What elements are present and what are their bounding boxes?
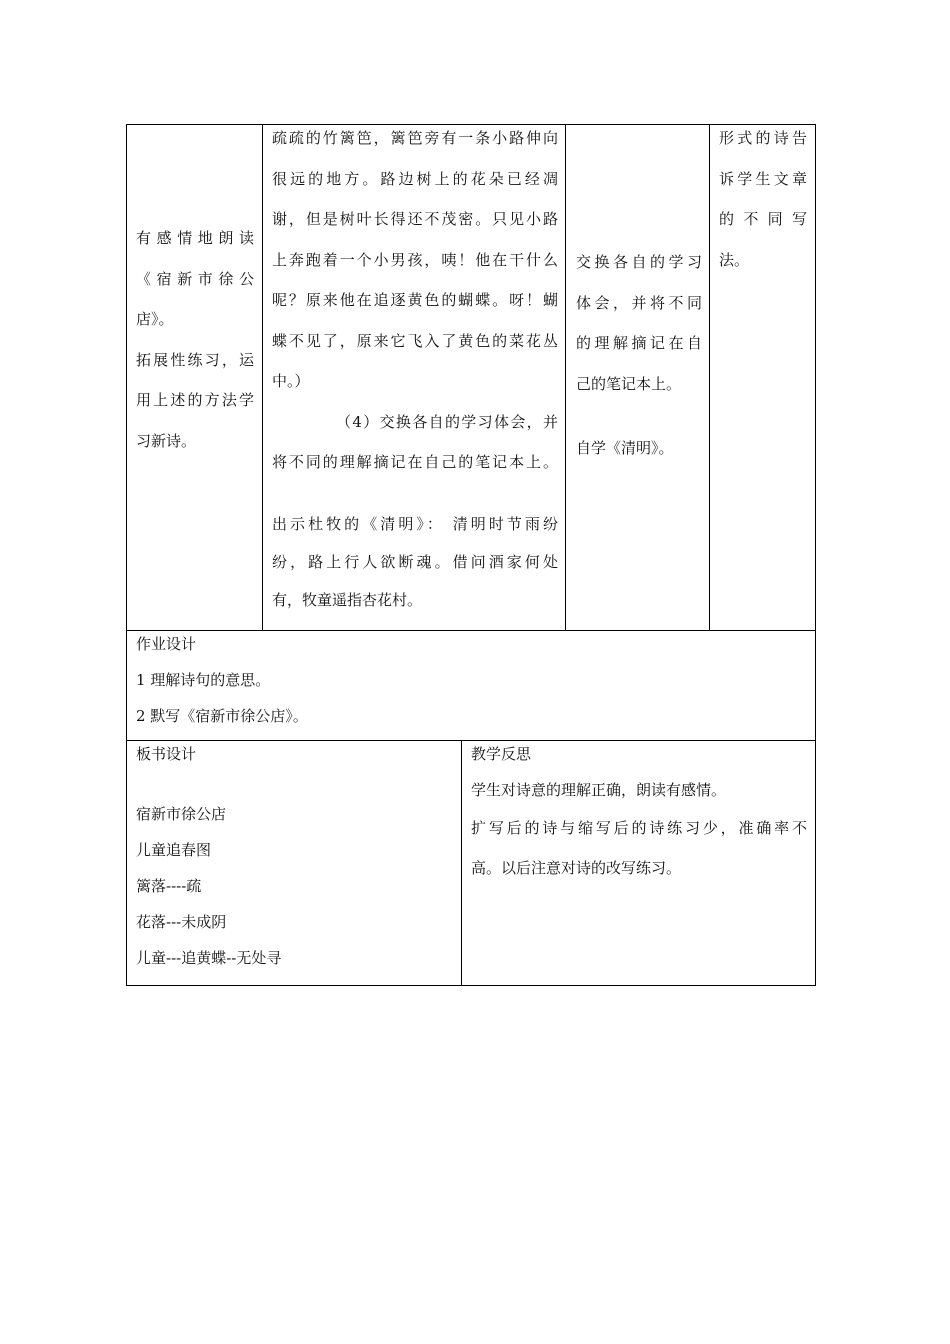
homework-item: 1 理解诗句的意思。: [136, 671, 271, 689]
teacher-cell: [272, 118, 558, 483]
board-line: 宿新市徐公店: [136, 805, 227, 823]
activity-cell: [136, 218, 254, 461]
poem-line: 纷，路上行人欲断魂。借问酒家何处: [272, 553, 558, 571]
intent-cell: [719, 118, 807, 280]
activity-line: 店》。: [136, 310, 174, 328]
step-4-line: 将不同的理解摘记在自己的笔记本上。: [272, 453, 558, 471]
activity-line: 习新诗。: [136, 431, 197, 450]
activity-line: 拓展性练习，运: [136, 350, 254, 369]
poem-line: 出示杜牧的《清明》： 清明时节雨纷: [272, 515, 558, 533]
teacher-line: 呢？原来他在追逐黄色的蝴蝶。呀！蝴: [272, 291, 558, 309]
board-design-cell: [136, 736, 446, 976]
intent-line: 形式的诗告: [719, 129, 807, 147]
self-study-text: [576, 430, 702, 466]
homework-title: 作业设计: [136, 635, 197, 653]
teacher-line: 上奔跑着一个小男孩，咦！他在干什么: [272, 250, 558, 269]
homework-item: 2 默写《宿新市徐公店》。: [136, 707, 308, 725]
student-line: 交换各自的学习: [576, 253, 702, 271]
activity-line: 用上述的方法学: [136, 391, 254, 409]
reflection-line: 扩写后的诗与缩写后的诗练习少，准确率不: [471, 819, 807, 837]
board-line: 儿童追春图: [136, 841, 212, 859]
step-4-line: （4）交换各自的学习体会，并: [336, 412, 558, 431]
divider: [262, 124, 263, 631]
reflection-title: 教学反思: [471, 745, 532, 763]
activity-line: 《宿新市徐公: [136, 269, 254, 288]
divider: [461, 740, 462, 986]
teacher-line: 很远的地方。路边树上的花朵已经凋: [272, 169, 558, 188]
teacher-line: 中。）: [272, 372, 310, 390]
spacer: [136, 772, 446, 796]
activity-line: 有感情地朗读: [136, 229, 254, 247]
divider: [565, 124, 566, 631]
intent-line: 的 不 同 写: [719, 210, 807, 228]
teacher-line: 蝶不见了，原来它飞入了黄色的菜花丛: [272, 331, 558, 350]
reflection-line: 学生对诗意的理解正确，朗读有感情。: [471, 781, 727, 799]
board-line: 篱落----疏: [136, 877, 202, 895]
teacher-line: 谢，但是树叶长得还不茂密。只见小路: [272, 210, 558, 228]
board-line: 儿童---追黄蝶--无处寻: [136, 949, 282, 967]
student-line: 的理解摘记在自: [576, 334, 702, 352]
divider: [709, 124, 710, 631]
student-cell: [576, 242, 702, 404]
teacher-line: 疏疏的竹篱笆，篱笆旁有一条小路伸向: [272, 129, 558, 147]
poem-block: [272, 505, 558, 619]
poem-line: 有，牧童遥指杏花村。: [272, 591, 423, 609]
board-title: 板书设计: [136, 745, 197, 763]
intent-line: 法。: [719, 250, 750, 269]
reflection-cell: [471, 736, 807, 888]
student-line: 体会，并将不同: [576, 293, 702, 312]
student-line: 己的笔记本上。: [576, 374, 682, 393]
reflection-line: 高。以后注意对诗的改写练习。: [471, 859, 682, 877]
homework-cell: [136, 626, 796, 734]
self-study-line: 自学《清明》。: [576, 439, 674, 457]
intent-line: 诉学生文章: [719, 169, 807, 188]
board-line: 花落---未成阴: [136, 913, 227, 931]
